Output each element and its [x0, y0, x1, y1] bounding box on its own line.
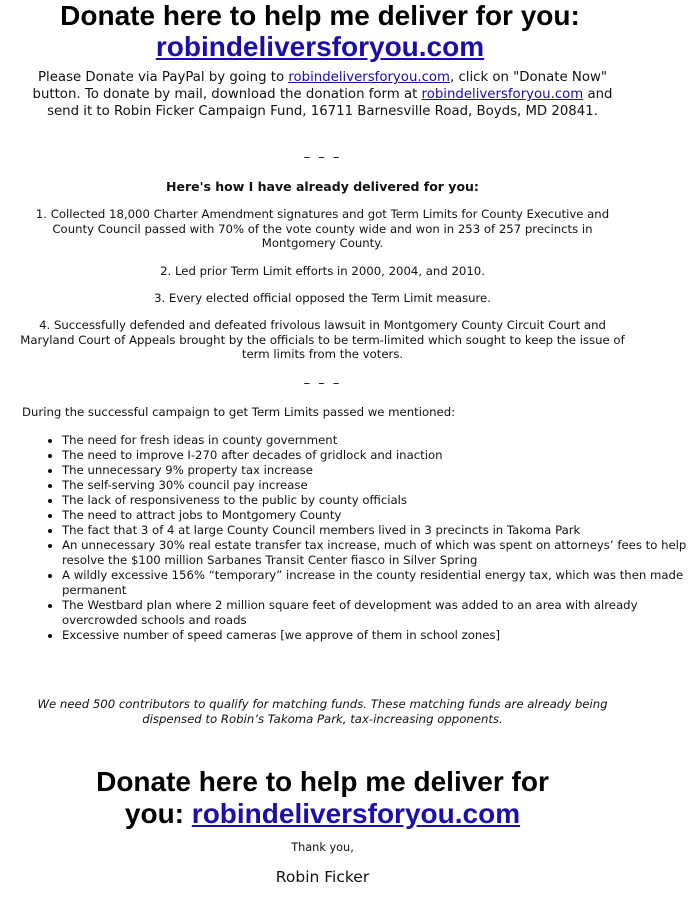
top-heading	[0, 0, 640, 63]
list-item: • The lack of responsiveness to the public by county officials	[62, 493, 687, 508]
delivered-item-2: 2. Led prior Term Limit efforts in 2000, 2004, and 2010.	[160, 264, 485, 278]
signature: Robin Ficker	[275, 868, 370, 886]
list-item: • The need for fresh ideas in county government	[62, 433, 687, 448]
delivered-item-1: 1. Collected 18,000 Charter Amendment signatures and got Term Limits for County Executive and County Council passed with 70% of the vote county wide and won in 253 of 257 precincts in Montgomery County.	[35, 207, 610, 250]
campaign-lead: During the successful campaign to get Term Limits passed we mentioned:	[22, 405, 456, 419]
separator-2: – – –	[303, 376, 342, 391]
list-item: • A wildly excessive 156% “temporary” increase in the county residential energy tax, which was then made permanent	[62, 568, 687, 598]
delivered-item-3: 3. Every elected official opposed the Term Limit measure.	[154, 291, 491, 305]
campaign-bullet-list	[0, 433, 687, 643]
intro-link-paypal[interactable]: robindeliversforyou.com	[288, 70, 450, 85]
bottom-heading-prefix: you:	[124, 798, 192, 829]
list-item: • The need to attract jobs to Montgomery County	[62, 508, 687, 523]
top-heading-text: Donate here to help me deliver for you:	[60, 0, 580, 31]
intro-link-form[interactable]: robindeliversforyou.com	[421, 87, 584, 102]
list-item: • The self-serving 30% council pay increase	[62, 478, 687, 493]
separator: – – –	[303, 150, 342, 165]
delivered-item-4: 4. Successfully defended and defeated frivolous lawsuit in Montgomery County Circuit Court and Maryland Court of Appeals brought by the officials to be term-limited which sought to keep the issue of term limits from the voters.	[20, 318, 625, 361]
list-item: • An unnecessary 30% real estate transfer tax increase, much of which was spent on attorneys’ fees to help resolve the $100 million Sarbanes Transit Center fiasco in Silver Spring	[62, 538, 687, 568]
matching-funds-note: We need 500 contributors to qualify for matching funds. These matching funds are already being dispensed to Robin’s Takoma Park, tax-increasing opponents.	[37, 697, 608, 726]
bottom-donate-link[interactable]: robindeliversforyou.com	[191, 798, 521, 829]
list-item: • The Westbard plan where 2 million square feet of development was added to an area with already overcrowded schools and roads	[62, 598, 687, 628]
intro-paragraph	[20, 69, 625, 120]
intro-text-2: , click on "Donate Now" button. To donate by mail, download the donation form at	[32, 70, 607, 102]
list-item: • The need to improve I-270 after decades of gridlock and inaction	[62, 448, 687, 463]
list-item: • Excessive number of speed cameras [we approve of them in school zones]	[62, 628, 687, 643]
bottom-heading-text: Donate here to help me deliver for	[96, 766, 549, 797]
bottom-heading	[0, 766, 645, 830]
delivered-heading: Here's how I have already delivered for you:	[166, 179, 479, 194]
list-item: • The unnecessary 9% property tax increase	[62, 463, 687, 478]
list-item: • The fact that 3 of 4 at large County Council members lived in 3 precincts in Takoma Park	[62, 523, 687, 538]
top-donate-link[interactable]: robindeliversforyou.com	[155, 31, 485, 62]
intro-text-1: Please Donate via PayPal by going to	[38, 70, 289, 85]
thanks-text: Thank you,	[291, 841, 354, 854]
intro-text-3: and send it to Robin Ficker Campaign Fund, 16711 Barnesville Road, Boyds, MD 20841.	[47, 87, 613, 119]
